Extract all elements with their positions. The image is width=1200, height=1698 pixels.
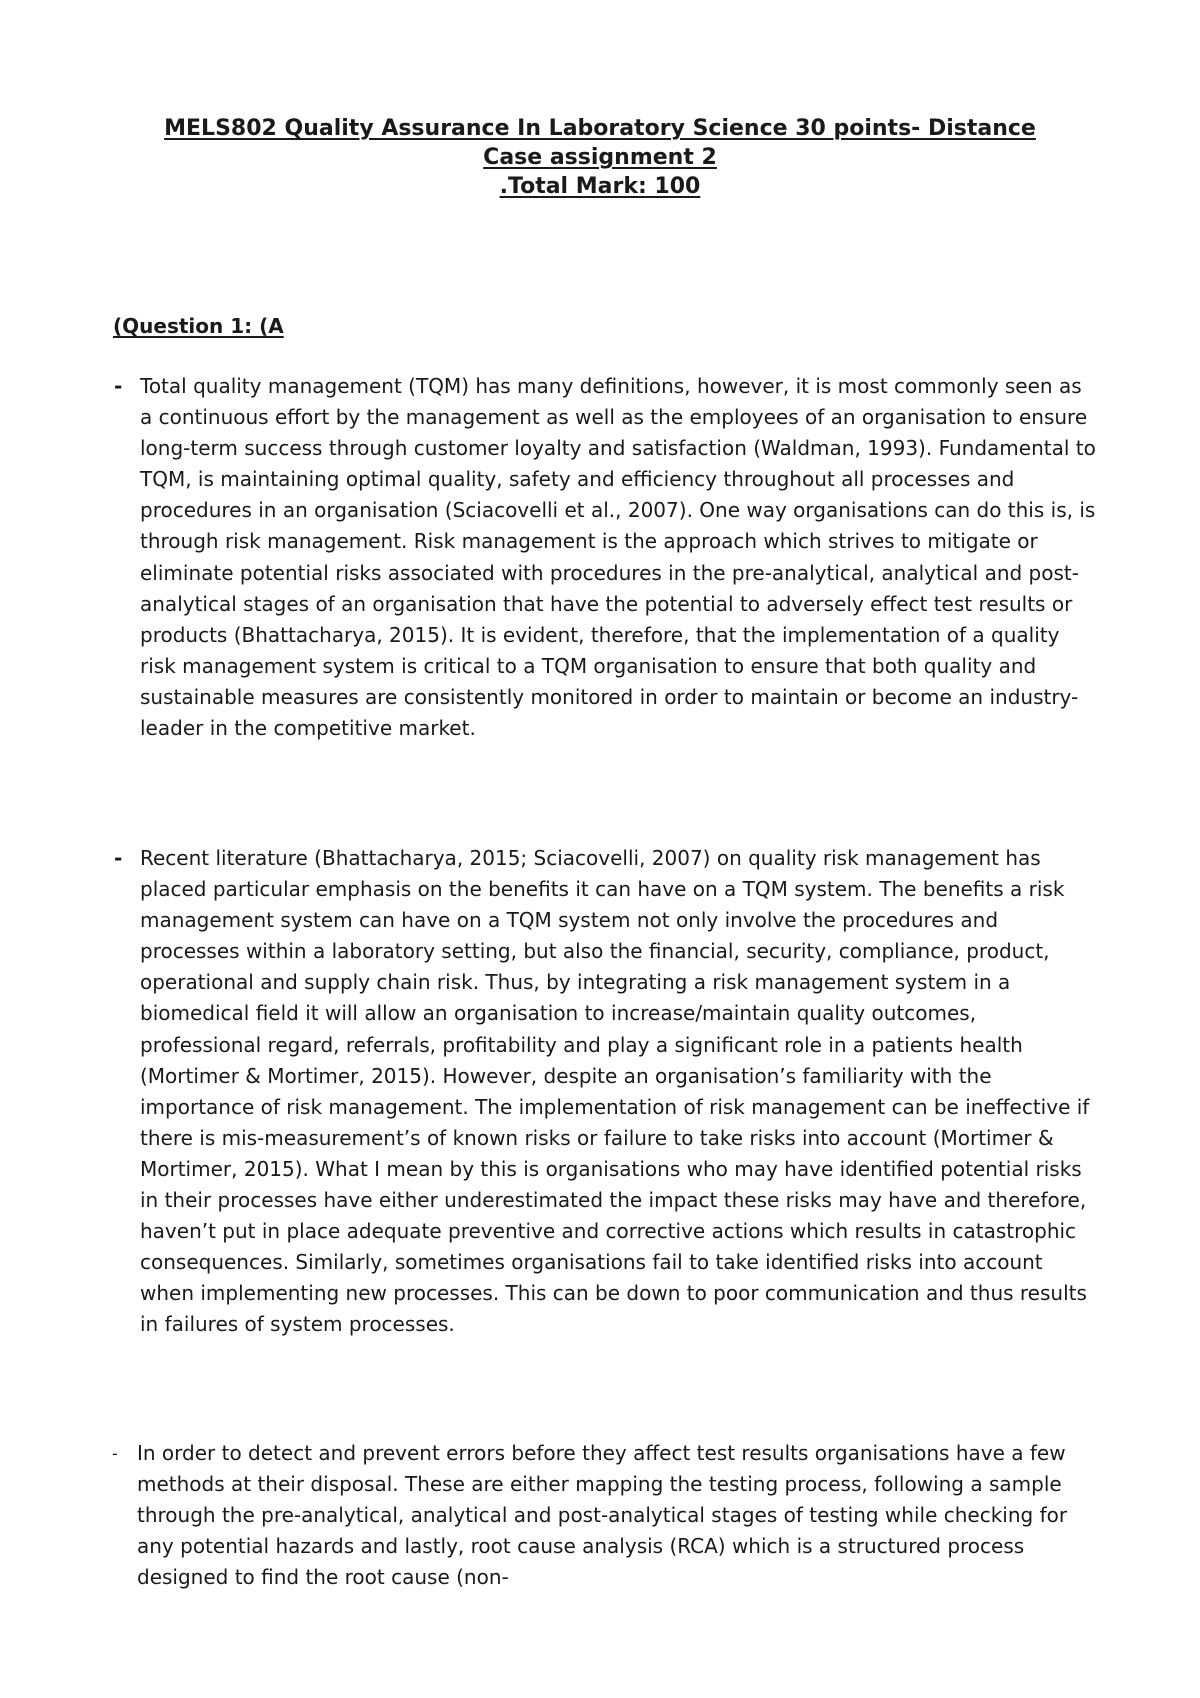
title-line-total-mark: .Total Mark: 100 — [499, 174, 701, 199]
title-line-assignment: Case assignment 2 — [483, 145, 717, 170]
list-item — [114, 843, 1100, 1341]
bullet-dash-icon: - — [114, 846, 123, 870]
question-heading: (Question 1: (A — [113, 314, 284, 338]
title-line-course: MELS802 Quality Assurance In Laboratory Science 30 points- Distance — [164, 116, 1036, 141]
bullet-dash-icon: - — [114, 374, 123, 398]
bullet-dash-icon: - — [112, 1444, 118, 1463]
list-item — [112, 1438, 1097, 1593]
document-title — [0, 114, 1200, 201]
paragraph-text: Total quality management (TQM) has many definitions, however, it is most commonly seen as a continuous effort by the management as well as the employees of an organisation to ensure long-term success through customer loyalty and satisfaction (Waldman, 1993). Fundamental to TQM, is maintaining optimal quality, safety and efficiency throughout all processes and procedures in an organisation (Sciacovelli et al., 2007). One way organisations can do this is, is through risk management. Risk management is the approach which strives to mitigate or eliminate potential risks associated with procedures in the pre-analytical, analytical and post-analytical stages of an organisation that have the potential to adversely effect test results or products (Bhattacharya, 2015). It is evident, therefore, that the implementation of a quality risk management system is critical to a TQM organisation to ensure that both quality and sustainable measures are consistently monitored in order to maintain or become an industry-leader in the competitive market. — [140, 374, 1096, 741]
paragraph-text: In order to detect and prevent errors before they affect test results organisations have a few methods at their disposal. These are either mapping the testing process, following a sample through the pre-analytical, analytical and post-analytical stages of testing while checking for any potential hazards and lastly, root cause analysis (RCA) which is a structured process designed to find the root cause (non- — [137, 1441, 1068, 1590]
list-item — [114, 371, 1100, 744]
paragraph-text: Recent literature (Bhattacharya, 2015; Sciacovelli, 2007) on quality risk management has placed particular emphasis on the benefits it can have on a TQM system. The benefits a risk management system can have on a TQM system not only involve the procedures and processes within a laboratory setting, but also the financial, security, compliance, product, operational and supply chain risk. Thus, by integrating a risk management system in a biomedical field it will allow an organisation to increase/maintain quality outcomes, professional regard, referrals, profitability and play a significant role in a patients health (Mortimer & Mortimer, 2015). However, despite an organisation’s familiarity with the importance of risk management. The implementation of risk management can be ineffective if there is mis-measurement’s of known risks or failure to take risks into account (Mortimer & Mortimer, 2015). What I mean by this is organisations who may have identified potential risks in their processes have either underestimated the impact these risks may have and therefore, haven’t put in place adequate preventive and corrective actions which results in catastrophic consequences. Similarly, sometimes organisations fail to take identified risks into account when implementing new processes. This can be down to poor communication and thus results in failures of system processes. — [140, 846, 1090, 1337]
